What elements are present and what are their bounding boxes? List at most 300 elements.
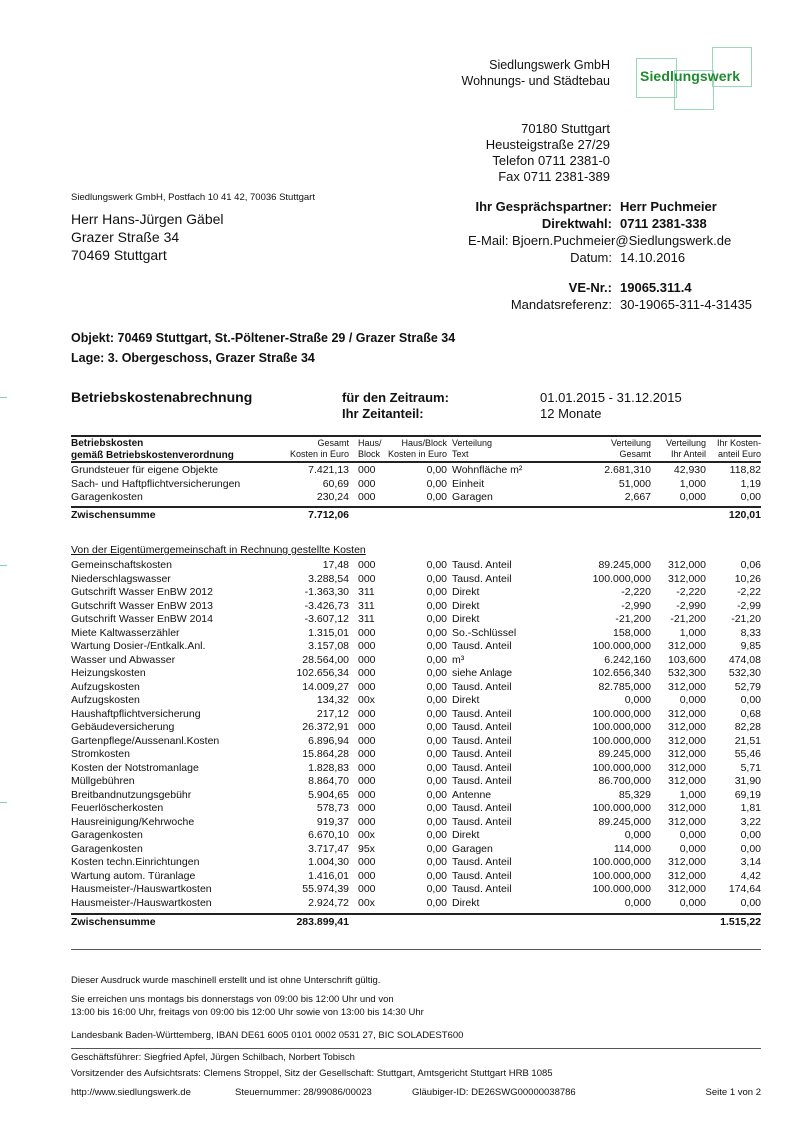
header-your-share: Ihr Kosten- [716,438,761,448]
house-block: 00x [358,694,375,706]
table-row [71,735,761,749]
house-block: 000 [358,815,376,828]
company-phone: Telefon 0711 2381-0 [492,153,610,168]
mandate-reference-value: 30-19065-311-4-31435 [620,297,753,312]
your-cost-share: 0,00 [740,842,761,855]
distribution-key: Tausd. Anteil [452,856,512,868]
your-cost-share: 1,81 [740,802,761,814]
distribution-key: Tausd. Anteil [452,721,512,733]
your-cost-share: 3,22 [740,815,761,828]
total-costs: 15.864,28 [302,748,349,760]
distribution-share: 0,000 [679,694,706,706]
cost-type: Haushaftpflichtversicherung [71,707,201,720]
distribution-share: 312,000 [668,748,706,760]
header-distribution-share-sub: Ihr Anteil [670,449,706,459]
subtotal-row [71,509,761,523]
distribution-total: 100.000,000 [592,572,651,585]
distribution-key: Garagen [452,842,493,855]
total-costs: 217,12 [316,707,349,720]
header-cost-type: Betriebskosten [71,438,144,449]
cost-type: Gartenpflege/Aussenanl.Kosten [71,734,220,747]
house-block-costs: 0,00 [426,802,447,814]
recipient-city: 70469 Stuttgart [71,247,167,263]
cost-type: Aufzugskosten [71,680,140,693]
cost-type: Heizungskosten [71,667,146,679]
house-block: 000 [358,748,376,760]
distribution-share: 103,600 [668,653,706,666]
your-cost-share: 5,71 [740,761,761,774]
your-cost-share: 0,68 [740,707,761,720]
distribution-total: 100.000,000 [592,883,651,895]
total-costs: 578,73 [316,802,349,814]
house-block-costs: 0,00 [426,721,447,733]
total-costs: -3.426,73 [304,599,349,612]
distribution-share: 312,000 [668,815,706,828]
section-1-rows [71,464,761,505]
location-line: Lage: 3. Obergeschoss, Grazer Straße 34 [71,351,315,365]
house-block-costs: 0,00 [426,883,447,895]
distribution-total: 0,000 [624,694,651,706]
total-costs: 5.904,65 [308,788,349,801]
distribution-total: -2,220 [621,586,651,598]
header-your-share-sub: anteil Euro [717,449,761,459]
your-cost-share: 31,90 [734,775,761,787]
cost-type: Gutschrift Wasser EnBW 2012 [71,586,213,598]
cost-type: Gutschrift Wasser EnBW 2013 [71,599,213,612]
distribution-share: 0,000 [679,491,706,503]
house-block: 95x [358,842,375,855]
subtotal-row [71,916,761,930]
fold-mark [0,397,7,398]
office-hours-line-2: 13:00 bis 16:00 Uhr, freitags von 09:00 bis 12:00 Uhr sowie von 13:00 bis 14:30 Uhr [71,1007,424,1018]
distribution-key: So.-Schlüssel [452,626,517,639]
subtotal-label: Zwischensumme [71,509,156,521]
distribution-total: 100.000,000 [592,869,651,882]
your-cost-share: 3,14 [740,856,761,868]
distribution-share: 0,000 [679,829,706,841]
house-block: 311 [358,599,375,612]
subtotal-share: 1.515,22 [720,916,761,928]
sender-return-address: Siedlungswerk GmbH, Postfach 10 41 42, 70036 Stuttgart [71,192,315,203]
distribution-share: 1,000 [679,477,706,490]
period-label: für den Zeitraum: [342,390,449,405]
house-block-costs: 0,00 [426,829,447,841]
house-block-costs: 0,00 [426,761,447,774]
table-row [71,816,761,830]
cost-type: Gebäudeversicherung [71,721,175,733]
fold-mark [0,565,7,566]
distribution-key: Tausd. Anteil [452,680,512,693]
cost-type: Garagenkosten [71,829,143,841]
table-row [71,762,761,776]
table-row [71,843,761,857]
distribution-total: 51,000 [618,477,651,490]
total-costs: 1.004,30 [308,856,349,868]
cost-type: Aufzugskosten [71,694,140,706]
total-costs: -3.607,12 [304,613,349,625]
total-costs: 6.896,94 [308,734,349,747]
your-cost-share: 55,46 [734,748,761,760]
house-block-costs: 0,00 [426,896,447,909]
object-line: Objekt: 70469 Stuttgart, St.-Pöltener-Straße 29 / Grazer Straße 34 [71,331,456,345]
house-block: 00x [358,896,375,909]
distribution-key: Tausd. Anteil [452,775,512,787]
section-end-rule [71,949,761,950]
header-hb-costs-sub: Kosten in Euro [387,449,447,459]
table-row [71,897,761,911]
your-cost-share: 0,00 [740,896,761,909]
company-fax: Fax 0711 2381-389 [498,169,610,184]
mandate-reference-label: Mandatsreferenz: [510,297,612,312]
distribution-total: -2,990 [621,599,651,612]
distribution-share: 312,000 [668,707,706,720]
cost-type: Grundsteuer für eigene Objekte [71,464,219,476]
your-cost-share: 0,00 [740,694,761,706]
header-total: Gesamt [317,438,349,448]
header-cost-type-sub: gemäß Betriebskostenverordnung [71,450,234,461]
website-link[interactable]: http://www.siedlungswerk.de [71,1087,191,1098]
house-block: 311 [358,613,375,625]
distribution-key: Tausd. Anteil [452,883,512,895]
cost-type: Kosten techn.Einrichtungen [71,856,200,868]
header-distribution-text: Verteilung [452,438,493,448]
distribution-key: Tausd. Anteil [452,761,512,774]
direct-dial-value: 0711 2381-338 [620,216,707,231]
house-block-costs: 0,00 [426,788,447,801]
distribution-total: 100.000,000 [592,856,651,868]
contact-email: E-Mail: Bjoern.Puchmeier@Siedlungswerk.de [468,233,732,248]
cost-type: Wasser und Abwasser [71,653,176,666]
distribution-key: Antenne [452,788,492,801]
bank-details: Landesbank Baden-Württemberg, IBAN DE61 6005 0101 0002 0531 27, BIC SOLADEST600 [71,1030,464,1041]
cost-type: Sach- und Haftpflichtversicherungen [71,477,241,490]
house-block-costs: 0,00 [426,694,447,706]
header-total-sub: Kosten in Euro [289,449,349,459]
distribution-share: 312,000 [668,734,706,747]
cost-type: Garagenkosten [71,491,143,503]
table-row [71,775,761,789]
your-cost-share: 9,85 [740,640,761,652]
your-cost-share: 10,26 [734,572,761,585]
distribution-key: Direkt [452,599,480,612]
house-block: 000 [358,559,376,571]
company-name: Siedlungswerk GmbH [489,58,610,72]
distribution-share: 312,000 [668,559,706,571]
recipient-name: Herr Hans-Jürgen Gäbel [71,211,224,227]
house-block-costs: 0,00 [426,856,447,868]
header-distribution-total: Verteilung [610,438,651,448]
table-row [71,748,761,762]
your-cost-share: -21,20 [731,613,761,625]
subtotal-share: 120,01 [728,509,761,521]
header-distribution-share: Verteilung [665,438,706,448]
your-cost-share: 69,19 [734,788,761,801]
distribution-total: 2,667 [624,491,651,503]
your-cost-share: 532,30 [728,667,761,679]
cost-type: Wartung autom. Türanlage [71,869,196,882]
distribution-total: 85,329 [618,788,651,801]
house-block: 000 [358,680,376,693]
distribution-share: 312,000 [668,775,706,787]
distribution-total: 6.242,160 [604,653,651,666]
your-cost-share: 52,79 [734,680,761,693]
your-cost-share: 0,06 [740,559,761,571]
house-block-costs: 0,00 [426,640,447,652]
table-row [71,491,761,505]
creditor-id: Gläubiger-ID: DE26SWG00000038786 [412,1087,576,1098]
table-row [71,694,761,708]
distribution-total: 100.000,000 [592,734,651,747]
subtotal-total: 283.899,41 [296,916,349,928]
distribution-key: Direkt [452,586,480,598]
management-line: Geschäftsführer: Siegfried Apfel, Jürgen Schilbach, Norbert Tobisch [71,1052,355,1063]
table-row [71,600,761,614]
ve-number-label: VE-Nr.: [568,280,612,295]
house-block: 000 [358,802,376,814]
cost-type: Gemeinschaftskosten [71,559,172,571]
header-bottom-rule [71,461,761,463]
section-2-heading: Von der Eigentümergemeinschaft in Rechnung gestellte Kosten [71,544,366,556]
your-cost-share: 4,42 [740,869,761,882]
house-block: 000 [358,707,376,720]
total-costs: 102.656,34 [296,667,349,679]
distribution-total: 0,000 [624,896,651,909]
house-block: 000 [358,869,376,882]
house-block-costs: 0,00 [426,707,447,720]
total-costs: 230,24 [316,491,349,503]
distribution-key: Direkt [452,613,480,625]
house-block: 00x [358,829,375,841]
cost-type: Niederschlagswasser [71,572,171,585]
total-costs: 2.924,72 [308,896,349,909]
recipient-street: Grazer Straße 34 [71,229,180,245]
table-row [71,789,761,803]
house-block-costs: 0,00 [426,815,447,828]
house-block-costs: 0,00 [426,626,447,639]
distribution-share: 312,000 [668,680,706,693]
your-cost-share: 8,33 [740,626,761,639]
your-cost-share: 474,08 [728,653,761,666]
distribution-share: -21,200 [670,613,706,625]
house-block-costs: 0,00 [426,748,447,760]
ve-number-value: 19065.311.4 [620,280,692,295]
total-costs: 1.315,01 [308,626,349,639]
table-row [71,559,761,573]
cost-type: Hausmeister-/Hauswartkosten [71,883,212,895]
house-block-costs: 0,00 [426,477,447,490]
table-row [71,464,761,478]
cost-type: Gutschrift Wasser EnBW 2014 [71,613,213,625]
distribution-total: 0,000 [624,829,651,841]
house-block-costs: 0,00 [426,653,447,666]
distribution-share: 0,000 [679,896,706,909]
distribution-total: 100.000,000 [592,707,651,720]
table-row [71,613,761,627]
table-row [71,586,761,600]
house-block-costs: 0,00 [426,734,447,747]
house-block: 000 [358,653,376,666]
distribution-total: 89.245,000 [598,748,651,760]
your-cost-share: 1,19 [740,477,761,490]
your-cost-share: 0,00 [740,491,761,503]
cost-type: Hausmeister-/Hauswartkosten [71,896,212,909]
total-costs: 919,37 [316,815,349,828]
date-label: Datum: [570,250,612,265]
office-hours-line-1: Sie erreichen uns montags bis donnerstags von 09:00 bis 12:00 Uhr und von [71,994,394,1005]
distribution-share: 0,000 [679,842,706,855]
distribution-key: Tausd. Anteil [452,869,512,882]
your-cost-share: 118,82 [729,464,761,476]
distribution-total: 158,000 [613,626,651,639]
distribution-total: 114,000 [613,842,651,855]
house-block: 000 [358,464,376,476]
distribution-total: 86.700,000 [598,775,651,787]
distribution-key: Tausd. Anteil [452,572,512,585]
subtotal-rule [71,506,761,508]
house-block-costs: 0,00 [426,680,447,693]
house-block-costs: 0,00 [426,869,447,882]
subtotal-total: 7.712,06 [308,509,349,521]
total-costs: 8.864,70 [308,775,349,787]
table-row [71,667,761,681]
house-block: 000 [358,734,376,747]
house-block: 000 [358,788,376,801]
distribution-share: 312,000 [668,640,706,652]
header-house-block-sub: Block [358,449,381,459]
distribution-share: 312,000 [668,869,706,882]
cost-type: Feuerlöscherkosten [71,802,164,814]
table-row [71,708,761,722]
table-row [71,478,761,492]
total-costs: 7.421,13 [308,464,349,476]
distribution-share: 532,300 [668,667,706,679]
time-share-value: 12 Monate [540,406,602,421]
distribution-key: Tausd. Anteil [452,815,512,828]
house-block: 000 [358,491,376,503]
time-share-label: Ihr Zeitanteil: [342,406,424,421]
distribution-key: Tausd. Anteil [452,559,512,571]
table-row [71,856,761,870]
company-address-street: Heusteigstraße 27/29 [485,137,610,152]
distribution-total: 100.000,000 [592,640,651,652]
house-block: 311 [358,586,375,598]
distribution-key: Tausd. Anteil [452,748,512,760]
distribution-total: 89.245,000 [598,815,651,828]
cost-type: Kosten der Notstromanlage [71,761,199,774]
house-block: 000 [358,761,376,774]
header-house-block: Haus/ [358,438,382,448]
cost-type: Garagenkosten [71,842,143,855]
table-row [71,802,761,816]
distribution-total: -21,200 [615,613,651,625]
distribution-total: 100.000,000 [592,761,651,774]
house-block-costs: 0,00 [426,599,447,612]
distribution-share: -2,990 [676,599,706,612]
cost-type: Breitbandnutzungsgebühr [71,788,192,801]
distribution-share: 42,930 [673,464,706,476]
your-cost-share: 21,51 [734,734,761,747]
house-block-costs: 0,00 [426,559,447,571]
total-costs: -1.363,30 [304,586,349,598]
house-block-costs: 0,00 [426,842,447,855]
your-cost-share: -2,99 [737,599,761,612]
table-row [71,627,761,641]
table-row [71,654,761,668]
distribution-total: 89.245,000 [598,559,651,571]
contact-partner-label: Ihr Gesprächspartner: [475,199,612,214]
house-block-costs: 0,00 [426,586,447,598]
total-costs: 60,69 [322,477,349,490]
distribution-share: 312,000 [668,856,706,868]
distribution-share: 312,000 [668,883,706,895]
table-row [71,640,761,654]
distribution-key: Direkt [452,896,480,909]
subtotal-rule [71,913,761,915]
total-costs: 6.670,10 [308,829,349,841]
total-costs: 1.828,83 [308,761,349,774]
house-block-costs: 0,00 [426,572,447,585]
distribution-share: 1,000 [679,788,706,801]
house-block: 000 [358,626,376,639]
machine-generated-notice: Dieser Ausdruck wurde maschinell erstellt und ist ohne Unterschrift gültig. [71,975,381,986]
house-block: 000 [358,883,376,895]
distribution-total: 2.681,310 [604,464,651,476]
distribution-total: 100.000,000 [592,721,651,733]
cost-type: Hausreinigung/Kehrwoche [71,815,195,828]
total-costs: 26.372,91 [302,721,349,733]
house-block: 000 [358,572,376,585]
total-costs: 55.974,39 [302,883,349,895]
distribution-share: 312,000 [668,721,706,733]
table-row [71,573,761,587]
cost-type: Wartung Dosier-/Entkalk.Anl. [71,640,206,652]
subtotal-label: Zwischensumme [71,916,156,928]
house-block-costs: 0,00 [426,491,447,503]
date-value: 14.10.2016 [620,250,686,265]
header-hb-costs: Haus/Block [401,438,447,448]
your-cost-share: 174,64 [728,883,761,895]
house-block: 000 [358,721,376,733]
distribution-share: 312,000 [668,802,706,814]
your-cost-share: 0,00 [740,829,761,841]
logo-text: Siedlungswerk [640,68,741,84]
table-row [71,870,761,884]
total-costs: 1.416,01 [308,869,349,882]
table-row [71,829,761,843]
distribution-key: Einheit [452,477,485,490]
distribution-share: 312,000 [668,572,706,585]
house-block-costs: 0,00 [426,667,447,679]
table-row [71,681,761,695]
page-number: Seite 1 von 2 [705,1087,761,1098]
distribution-key: Tausd. Anteil [452,802,512,814]
distribution-total: 82.785,000 [598,680,651,693]
cost-type: Miete Kaltwasserzähler [71,626,180,639]
cost-type: Stromkosten [71,748,130,760]
company-address-city: 70180 Stuttgart [521,121,610,136]
contact-partner-value: Herr Puchmeier [620,199,717,214]
house-block: 000 [358,640,376,652]
tax-number: Steuernummer: 28/99086/00023 [235,1087,372,1098]
your-cost-share: -2,22 [737,586,761,598]
distribution-key: siehe Anlage [452,667,513,679]
house-block: 000 [358,775,376,787]
house-block-costs: 0,00 [426,775,447,787]
distribution-key: Tausd. Anteil [452,640,512,652]
footer-rule [71,1048,761,1049]
fold-mark [0,802,7,803]
cost-type: Müllgebühren [71,775,135,787]
